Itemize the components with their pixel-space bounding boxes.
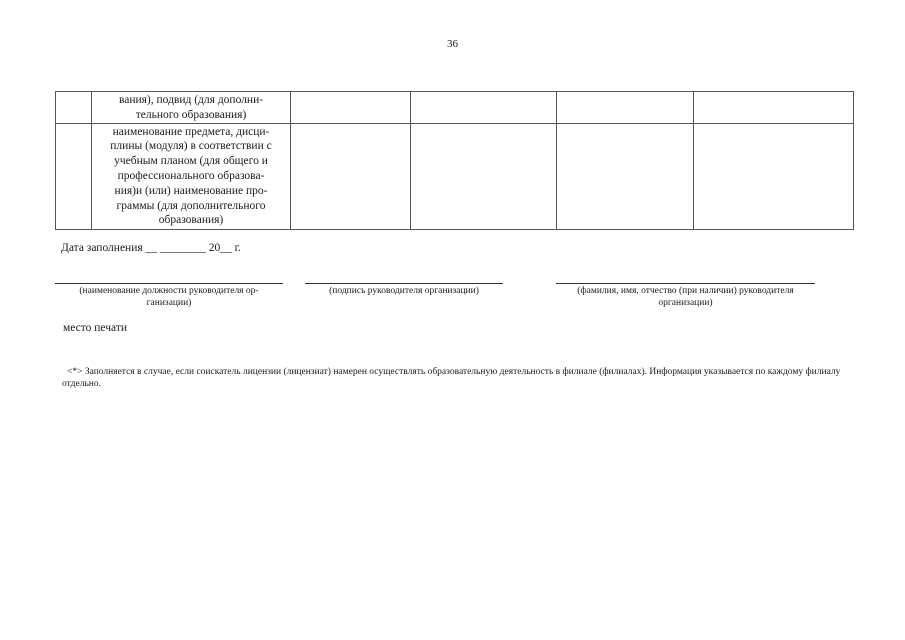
cell-text-line: граммы (для дополнительного — [116, 199, 266, 212]
cell-text-line: ния)и (или) наименование про- — [114, 184, 268, 197]
footnote: <*> Заполняется в случае, если соискатель лицензии (лицензиат) намерен осуществлять образовательную деятельность в филиале (филиалах). Информация указывается по каждому филиалу отдельно. — [62, 367, 841, 389]
form-table — [55, 91, 854, 230]
table-cell-label — [92, 92, 291, 124]
table-cell-empty — [411, 92, 557, 124]
table-cell-empty — [694, 92, 854, 124]
table-cell-empty — [291, 123, 411, 229]
cell-text-line: профессионального образова- — [117, 169, 265, 182]
stamp-place-label: место печати — [63, 322, 128, 334]
fill-date-line: Дата заполнения __ ________ 20__ г. — [61, 242, 241, 254]
table-cell-label — [92, 123, 291, 229]
cell-text-line: образования) — [158, 214, 224, 227]
cell-text-line: вания), подвид (для дополни- — [118, 94, 264, 106]
signature-caption — [300, 286, 508, 298]
cell-text-line: тельного образования) — [135, 108, 247, 121]
table-cell-empty — [694, 123, 854, 229]
table-cell-empty — [557, 123, 694, 229]
caption-line: (подпись руководителя организации) — [329, 286, 479, 296]
table-row — [56, 92, 854, 124]
position-caption — [55, 286, 283, 309]
cell-text-line: учебным планом (для общего и — [114, 155, 268, 168]
cell-text-line: плины (модуля) в соответствии с — [110, 140, 272, 153]
cell-text-line: наименование предмета, дисци- — [112, 125, 270, 138]
table-cell-empty — [411, 123, 557, 229]
page-number: 36 — [447, 38, 458, 50]
name-caption — [551, 286, 820, 309]
name-signature-line — [556, 283, 815, 284]
table-cell-empty — [291, 92, 411, 124]
table-cell-empty — [56, 123, 92, 229]
table-cell-empty — [557, 92, 694, 124]
table-cell-empty — [56, 92, 92, 124]
caption-line: (наименование должности руководителя ор- — [79, 286, 259, 296]
caption-line: ганизации) — [146, 297, 192, 308]
caption-line: (фамилия, имя, отчество (при наличии) руководителя — [577, 286, 794, 296]
table-row — [56, 123, 854, 229]
signature-line — [305, 283, 503, 284]
position-signature-line — [55, 283, 283, 284]
caption-line: организации) — [658, 297, 713, 308]
